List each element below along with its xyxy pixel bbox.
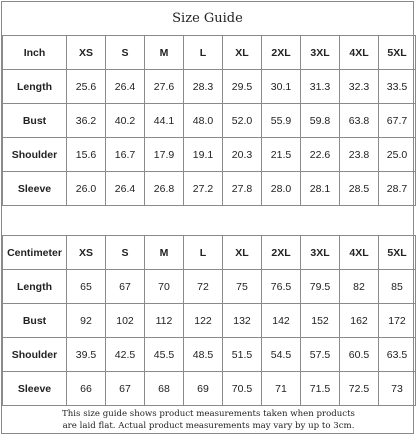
measurement-value: 112 <box>145 304 184 338</box>
measurement-value: 27.2 <box>184 172 223 206</box>
header-row <box>3 36 416 70</box>
measurement-value: 48.5 <box>184 338 223 372</box>
measurement-value: 162 <box>340 304 379 338</box>
inch-table-body <box>3 36 416 206</box>
measurement-value: 31.3 <box>301 70 340 104</box>
measurement-value: 52.0 <box>223 104 262 138</box>
measurement-label: Sleeve <box>3 172 67 206</box>
measurement-value: 85 <box>379 270 416 304</box>
measurement-value: 16.7 <box>106 138 145 172</box>
measurement-value: 27.8 <box>223 172 262 206</box>
centimeter-size-table <box>2 235 416 406</box>
size-header: 5XL <box>379 236 416 270</box>
measurement-value: 55.9 <box>262 104 301 138</box>
measurement-value: 20.3 <box>223 138 262 172</box>
measurement-value: 22.6 <box>301 138 340 172</box>
size-header: L <box>184 36 223 70</box>
measurement-value: 69 <box>184 372 223 406</box>
size-header: 2XL <box>262 236 301 270</box>
measurement-value: 67 <box>106 270 145 304</box>
measurement-value: 70.5 <box>223 372 262 406</box>
cm-table-body <box>3 236 416 406</box>
measurement-value: 65 <box>67 270 106 304</box>
measurement-value: 21.5 <box>262 138 301 172</box>
measurement-label: Bust <box>3 304 67 338</box>
measurement-value: 51.5 <box>223 338 262 372</box>
measurement-value: 67 <box>106 372 145 406</box>
measurement-value: 60.5 <box>340 338 379 372</box>
measurement-label: Shoulder <box>3 138 67 172</box>
size-header: M <box>145 36 184 70</box>
size-header: 2XL <box>262 36 301 70</box>
note-line-2: are laid flat. Actual product measurements may vary by up to 3cm. <box>62 420 355 431</box>
measurement-value: 25.0 <box>379 138 416 172</box>
table-row <box>3 304 416 338</box>
measurement-value: 132 <box>223 304 262 338</box>
measurement-value: 36.2 <box>67 104 106 138</box>
size-header: S <box>106 36 145 70</box>
measurement-value: 70 <box>145 270 184 304</box>
measurement-label: Bust <box>3 104 67 138</box>
measurement-value: 172 <box>379 304 416 338</box>
table-spacer <box>2 205 415 236</box>
measurement-value: 71 <box>262 372 301 406</box>
size-header: 4XL <box>340 236 379 270</box>
measurement-value: 17.9 <box>145 138 184 172</box>
measurement-value: 23.8 <box>340 138 379 172</box>
page-title: Size Guide <box>2 2 413 36</box>
measurement-value: 142 <box>262 304 301 338</box>
measurement-value: 40.2 <box>106 104 145 138</box>
measurement-value: 75 <box>223 270 262 304</box>
measurement-value: 44.1 <box>145 104 184 138</box>
measurement-value: 48.0 <box>184 104 223 138</box>
measurement-value: 26.0 <box>67 172 106 206</box>
measurement-value: 72.5 <box>340 372 379 406</box>
measurement-value: 122 <box>184 304 223 338</box>
table-row <box>3 172 416 206</box>
inch-size-table <box>2 35 416 206</box>
measurement-value: 26.4 <box>106 70 145 104</box>
measurement-value: 73 <box>379 372 416 406</box>
size-header: 4XL <box>340 36 379 70</box>
table-row <box>3 104 416 138</box>
size-header: L <box>184 236 223 270</box>
measurement-value: 28.0 <box>262 172 301 206</box>
size-header: S <box>106 236 145 270</box>
measurement-value: 25.6 <box>67 70 106 104</box>
size-header: XS <box>67 36 106 70</box>
measurement-value: 28.7 <box>379 172 416 206</box>
size-header: XL <box>223 36 262 70</box>
measurement-value: 82 <box>340 270 379 304</box>
size-header: 3XL <box>301 36 340 70</box>
measurement-value: 33.5 <box>379 70 416 104</box>
table-row <box>3 372 416 406</box>
table-row <box>3 70 416 104</box>
measurement-value: 45.5 <box>145 338 184 372</box>
measurement-label: Shoulder <box>3 338 67 372</box>
measurement-value: 68 <box>145 372 184 406</box>
measurement-value: 28.1 <box>301 172 340 206</box>
measurement-value: 79.5 <box>301 270 340 304</box>
note-line-1: This size guide shows product measurements taken when products <box>62 408 355 419</box>
measurement-value: 19.1 <box>184 138 223 172</box>
measurement-value: 57.5 <box>301 338 340 372</box>
measurement-value: 66 <box>67 372 106 406</box>
measurement-value: 59.8 <box>301 104 340 138</box>
measurement-value: 63.5 <box>379 338 416 372</box>
measurement-value: 67.7 <box>379 104 416 138</box>
size-header: 5XL <box>379 36 416 70</box>
size-header: XS <box>67 236 106 270</box>
size-header: XL <box>223 236 262 270</box>
measurement-value: 28.3 <box>184 70 223 104</box>
size-header: M <box>145 236 184 270</box>
measurement-value: 26.8 <box>145 172 184 206</box>
measurement-label: Sleeve <box>3 372 67 406</box>
measurement-value: 71.5 <box>301 372 340 406</box>
measurement-note <box>2 404 415 435</box>
measurement-value: 76.5 <box>262 270 301 304</box>
unit-header: Centimeter <box>3 236 67 270</box>
table-row <box>3 270 416 304</box>
measurement-label: Length <box>3 70 67 104</box>
measurement-value: 39.5 <box>67 338 106 372</box>
size-guide-panel <box>1 1 414 434</box>
measurement-value: 92 <box>67 304 106 338</box>
size-header: 3XL <box>301 236 340 270</box>
measurement-value: 30.1 <box>262 70 301 104</box>
measurement-value: 27.6 <box>145 70 184 104</box>
measurement-label: Length <box>3 270 67 304</box>
measurement-value: 102 <box>106 304 145 338</box>
measurement-value: 72 <box>184 270 223 304</box>
measurement-value: 29.5 <box>223 70 262 104</box>
measurement-value: 15.6 <box>67 138 106 172</box>
measurement-value: 28.5 <box>340 172 379 206</box>
unit-header: Inch <box>3 36 67 70</box>
measurement-value: 32.3 <box>340 70 379 104</box>
table-row <box>3 138 416 172</box>
measurement-value: 152 <box>301 304 340 338</box>
measurement-value: 63.8 <box>340 104 379 138</box>
measurement-value: 54.5 <box>262 338 301 372</box>
table-row <box>3 338 416 372</box>
measurement-value: 42.5 <box>106 338 145 372</box>
header-row <box>3 236 416 270</box>
measurement-value: 26.4 <box>106 172 145 206</box>
